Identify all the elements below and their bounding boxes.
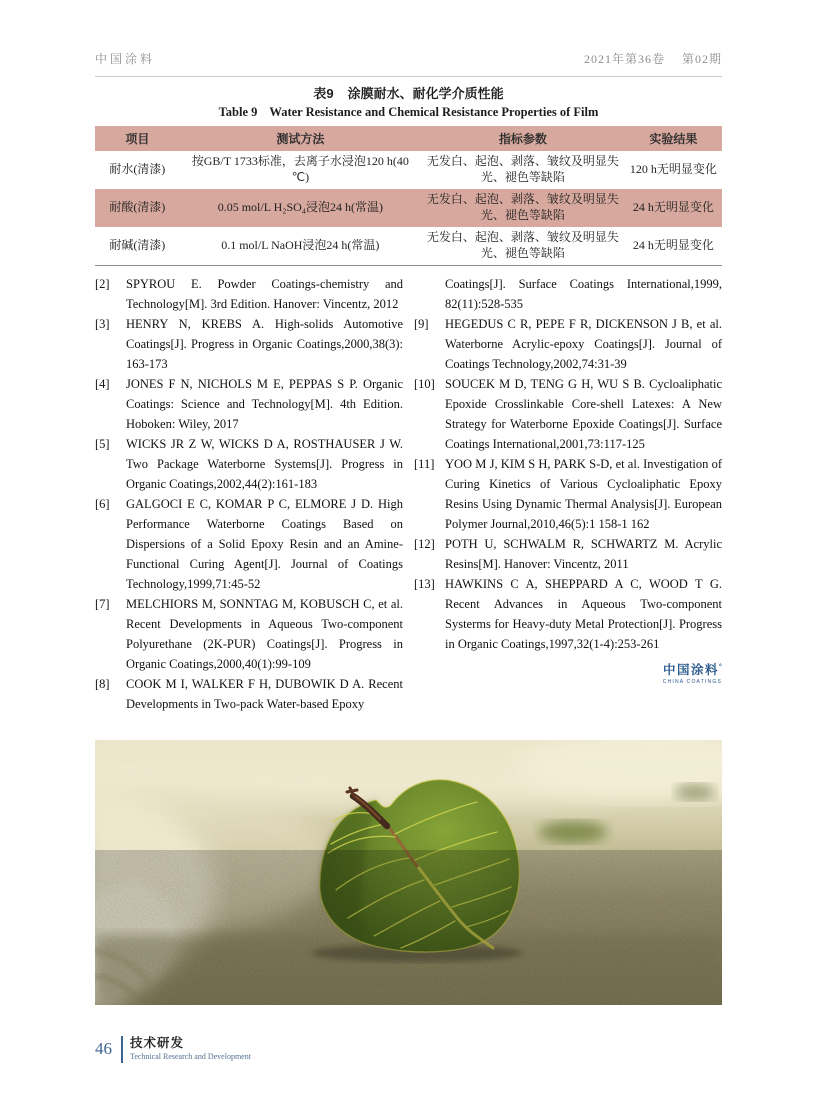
table-row xyxy=(95,189,722,227)
reference-entry xyxy=(414,274,722,314)
table-cell-method: 按GB/T 1733标准，去离子水浸泡120 h(40 ℃) xyxy=(191,154,409,184)
table-cell-result: 24 h无明显变化 xyxy=(632,238,714,253)
table-number-en: Table 9 xyxy=(218,105,258,119)
china-coatings-logo xyxy=(663,660,722,685)
table-cell-method: 0.05 mol/L H₂SO₄浸泡24 h(常温) xyxy=(217,200,383,215)
reference-entry xyxy=(414,454,722,534)
table-row xyxy=(95,227,722,266)
reference-label: [10] xyxy=(414,377,435,391)
reference-entry xyxy=(95,374,403,434)
refs-col-right xyxy=(414,274,722,714)
reference-text: HAWKINS C A, SHEPPARD A C, WOOD T G. Recent Advances in Aqueous Two-component Systerms for Heavy-duty Metal Protection[J]. Progress in Organic Coatings,1997,32(1-4):253-261 xyxy=(445,577,722,651)
refs-col-left xyxy=(95,274,403,714)
reference-text: YOO M J, KIM S H, PARK S-D, et al. Investigation of Curing Kinetics of Various Cycloaliphatic Epoxy Resins Using Dynamic Thermal Analysis[J]. European Polymer Journal,2010,46(5):1 158-1 162 xyxy=(445,457,722,531)
reference-text: HEGEDUS C R, PEPE F R, DICKENSON J B, et al. Waterborne Acrylic-epoxy Coatings[J]. Journal of Coatings Technology,2002,74:31-39 xyxy=(445,317,722,371)
reference-text: Coatings[J]. Surface Coatings International,1999, 82(11):528-535 xyxy=(445,277,722,311)
reference-text: HENRY N, KREBS A. High-solids Automotive Coatings[J]. Progress in Organic Coatings,2000,38(3): 163-173 xyxy=(126,317,403,371)
reference-text: MELCHIORS M, SONNTAG M, KOBUSCH C, et al. Recent Developments in Aqueous Two-component Polyurethane (2K-PUR) Coatings[J]. Progress in Organic Coatings,2000,40(1):99-109 xyxy=(126,597,403,671)
reference-text: POTH U, SCHWALM R, SCHWARTZ M. Acrylic Resins[M]. Hanover: Vincentz, 2011 xyxy=(445,537,722,571)
journal-name: 中国涂料 xyxy=(95,52,156,66)
table-title-zh xyxy=(95,86,722,102)
reference-entry xyxy=(414,374,722,454)
reference-entry xyxy=(95,434,403,494)
reference-list xyxy=(95,274,722,714)
reference-text: SPYROU E. Powder Coatings-chemistry and Technology[M]. 3rd Edition. Hanover: Vincentz, 2012 xyxy=(126,277,403,311)
section-title xyxy=(130,1036,251,1062)
leaf-photo xyxy=(95,740,722,1005)
reference-text: WICKS JR Z W, WICKS D A, ROSTHAUSER J W. Two Package Waterborne Systems[J]. Progress in Organic Coatings,2002,44(2):161-183 xyxy=(126,437,403,491)
table-row xyxy=(95,151,722,189)
table-caption-zh: 涂膜耐水、耐化学介质性能 xyxy=(347,86,504,101)
reference-entry xyxy=(95,674,403,714)
table-cell-item: 耐酸(清漆) xyxy=(109,200,166,215)
reference-text: SOUCEK M D, TENG G H, WU S B. Cycloaliphatic Epoxide Crosslinkable Core-shell Latexes: A New Strategy for Waterborne Epoxide Coatings[J]. Surface Coatings International,2001,73:117-125 xyxy=(445,377,722,451)
reference-entry xyxy=(95,274,403,314)
reference-entry xyxy=(95,314,403,374)
col-header-item: 项目 xyxy=(95,126,180,151)
page-footer xyxy=(95,1036,251,1063)
table-cell-criteria: 无发白、起泡、剥落、皱纹及明显失光、褪色等缺陷 xyxy=(426,154,619,184)
table-header-row xyxy=(95,126,722,151)
reference-entry xyxy=(95,494,403,594)
col-header-criteria: 指标参数 xyxy=(421,126,625,151)
reference-entry xyxy=(414,574,722,654)
page-number: 46 xyxy=(95,1039,112,1058)
table-body xyxy=(95,151,722,266)
properties-table xyxy=(95,126,722,266)
running-head xyxy=(95,50,722,77)
reference-label: [7] xyxy=(95,597,110,611)
table-number-zh: 表9 xyxy=(313,86,334,101)
reference-label: [3] xyxy=(95,317,110,331)
table-cell-result: 24 h无明显变化 xyxy=(632,200,714,215)
table-cell-criteria: 无发白、起泡、剥落、皱纹及明显失光、褪色等缺陷 xyxy=(426,230,619,260)
table-cell-criteria: 无发白、起泡、剥落、皱纹及明显失光、褪色等缺陷 xyxy=(426,192,619,222)
table-block xyxy=(95,86,722,266)
issue-info xyxy=(584,50,722,67)
beach-photo-illustration xyxy=(95,740,722,1005)
issue-year-volume: 2021年第36卷 xyxy=(583,52,665,66)
reference-label: [13] xyxy=(414,577,435,591)
col-header-result: 实验结果 xyxy=(625,126,722,151)
table-cell-item: 耐水(清漆) xyxy=(109,162,166,177)
table-caption-en: Water Resistance and Chemical Resistance Properties of Film xyxy=(269,105,599,119)
table-title-en xyxy=(95,104,722,121)
reference-text: JONES F N, NICHOLS M E, PEPPAS S P. Organic Coatings: Science and Technology[M]. 4th Edition. Hoboken: Wiley, 2017 xyxy=(126,377,403,431)
footer-divider-bar xyxy=(121,1036,123,1063)
reference-label: [8] xyxy=(95,677,110,691)
table-cell-method: 0.1 mol/L NaOH浸泡24 h(常温) xyxy=(221,238,380,253)
reference-text: GALGOCI E C, KOMAR P C, ELMORE J D. High Performance Waterborne Coatings Based on Dispersions of a Solid Epoxy Resin and an Amine-Functional Curing Agent[J]. Journal of Coatings Technology,1999,71:45-52 xyxy=(126,497,403,591)
logo-trademark-icon: ° xyxy=(718,663,722,671)
section-title-zh: 技术研发 xyxy=(130,1036,185,1050)
reference-entry xyxy=(414,534,722,574)
sand-grain-overlay xyxy=(95,850,722,1005)
reference-entry xyxy=(95,594,403,674)
reference-label: [4] xyxy=(95,377,110,391)
reference-label: [5] xyxy=(95,437,110,451)
reference-label: [11] xyxy=(414,457,435,471)
reference-label: [6] xyxy=(95,497,110,511)
logo-text-en: CHINA COATINGS xyxy=(662,679,722,685)
section-title-en: Technical Research and Development xyxy=(130,1052,251,1061)
issue-number: 第02期 xyxy=(681,52,722,66)
reference-label: [9] xyxy=(414,317,429,331)
reference-label: [12] xyxy=(414,537,435,551)
reference-entry xyxy=(414,314,722,374)
table-cell-result: 120 h无明显变化 xyxy=(629,162,717,177)
col-header-method: 测试方法 xyxy=(180,126,421,151)
logo-text-zh: 中国涂料° xyxy=(662,663,722,677)
reference-text: COOK M I, WALKER F H, DUBOWIK D A. Recent Developments in Two-pack Water-based Epoxy xyxy=(126,677,403,711)
table-cell-item: 耐碱(清漆) xyxy=(109,238,166,253)
reference-label: [2] xyxy=(95,277,110,291)
